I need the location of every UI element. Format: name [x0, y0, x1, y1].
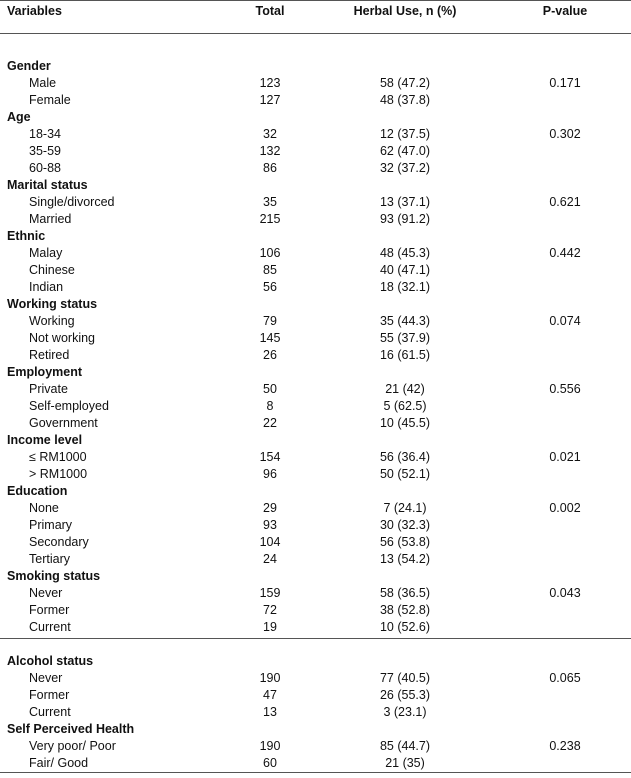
total-cell: 32 [263, 127, 277, 141]
table-row [0, 619, 631, 636]
herbal-use-cell: 56 (53.8) [379, 535, 431, 549]
table-row [0, 279, 631, 296]
herbal-use-cell: 55 (37.9) [379, 331, 431, 345]
table-row [0, 245, 631, 262]
table-row [0, 75, 631, 92]
group-row [0, 568, 631, 585]
row-label: 18-34 [29, 127, 61, 141]
p-value-cell: 0.021 [549, 450, 581, 464]
table-row [0, 670, 631, 687]
total-cell: 19 [263, 620, 277, 634]
group-label: Ethnic [7, 229, 46, 243]
total-cell: 56 [263, 280, 277, 294]
p-value-cell: 0.238 [549, 739, 581, 753]
herbal-use-cell: 10 (45.5) [379, 416, 431, 430]
table-row [0, 398, 631, 415]
row-label: Self-employed [29, 399, 109, 413]
group-label: Alcohol status [7, 654, 94, 668]
herbal-use-cell: 56 (36.4) [379, 450, 431, 464]
table-row [0, 211, 631, 228]
table-row [0, 738, 631, 755]
group-row [0, 58, 631, 75]
herbal-use-cell: 32 (37.2) [379, 161, 431, 175]
group-row [0, 721, 631, 738]
total-cell: 85 [263, 263, 277, 277]
group-row [0, 177, 631, 194]
herbal-use-cell: 93 (91.2) [379, 212, 431, 226]
row-label: Not working [29, 331, 95, 345]
p-value-cell: 0.442 [549, 246, 581, 260]
row-label: Chinese [29, 263, 75, 277]
group-label: Marital status [7, 178, 88, 192]
table-row [0, 755, 631, 772]
total-cell: 190 [259, 671, 281, 685]
herbal-use-cell: 48 (45.3) [379, 246, 431, 260]
header-total: Total [255, 4, 285, 18]
group-label: Gender [7, 59, 51, 73]
table-row [0, 92, 631, 109]
herbal-use-cell: 77 (40.5) [379, 671, 431, 685]
total-cell: 24 [263, 552, 277, 566]
table-row [0, 687, 631, 704]
herbal-use-cell: 18 (32.1) [379, 280, 431, 294]
herbal-use-cell: 16 (61.5) [379, 348, 431, 362]
group-label: Self Perceived Health [7, 722, 135, 736]
table-row [0, 330, 631, 347]
total-cell: 60 [263, 756, 277, 770]
row-label: None [29, 501, 59, 515]
total-cell: 47 [263, 688, 277, 702]
row-label: Current [29, 705, 71, 719]
p-value-cell: 0.074 [549, 314, 581, 328]
row-label: Tertiary [29, 552, 70, 566]
total-cell: 35 [263, 195, 277, 209]
table-row [0, 415, 631, 432]
row-label: Retired [29, 348, 70, 362]
table-row [0, 466, 631, 483]
herbal-use-cell: 5 (62.5) [383, 399, 427, 413]
group-label: Working status [7, 297, 98, 311]
herbal-use-cell: 7 (24.1) [383, 501, 427, 515]
total-cell: 50 [263, 382, 277, 396]
table-row [0, 585, 631, 602]
herbal-use-cell: 62 (47.0) [379, 144, 431, 158]
total-cell: 106 [259, 246, 281, 260]
herbal-use-cell: 50 (52.1) [379, 467, 431, 481]
total-cell: 145 [259, 331, 281, 345]
herbal-use-cell: 58 (36.5) [379, 586, 431, 600]
total-cell: 104 [259, 535, 281, 549]
table-row [0, 160, 631, 177]
total-cell: 8 [266, 399, 274, 413]
p-value-cell: 0.043 [549, 586, 581, 600]
total-cell: 72 [263, 603, 277, 617]
row-label: Indian [29, 280, 64, 294]
p-value-cell: 0.171 [549, 76, 581, 90]
total-cell: 154 [259, 450, 281, 464]
table-row [0, 143, 631, 160]
row-label: Primary [29, 518, 73, 532]
total-cell: 123 [259, 76, 281, 90]
row-label: Male [29, 76, 57, 90]
group-label: Smoking status [7, 569, 101, 583]
herbal-use-cell: 58 (47.2) [379, 76, 431, 90]
total-cell: 159 [259, 586, 281, 600]
header-bottom-rule [0, 33, 631, 34]
row-label: Private [29, 382, 68, 396]
table-row [0, 534, 631, 551]
row-label: Current [29, 620, 71, 634]
table-top-rule [0, 0, 631, 1]
row-label: ≤ RM1000 [29, 450, 87, 464]
table-row [0, 449, 631, 466]
group-row [0, 432, 631, 449]
table-row [0, 194, 631, 211]
total-cell: 96 [263, 467, 277, 481]
herbal-use-cell: 48 (37.8) [379, 93, 431, 107]
p-value-cell: 0.556 [549, 382, 581, 396]
table-row [0, 602, 631, 619]
group-label: Income level [7, 433, 83, 447]
table-row [0, 500, 631, 517]
row-label: Female [29, 93, 71, 107]
group-row [0, 483, 631, 500]
herbal-use-cell: 21 (42) [385, 382, 425, 396]
row-label: Never [29, 586, 63, 600]
table-row [0, 551, 631, 568]
group-label: Education [7, 484, 68, 498]
row-label: > RM1000 [29, 467, 88, 481]
herbal-use-cell: 38 (52.8) [379, 603, 431, 617]
table-row [0, 262, 631, 279]
table-row [0, 517, 631, 534]
row-label: Single/divorced [29, 195, 115, 209]
herbal-use-cell: 3 (23.1) [383, 705, 427, 719]
total-cell: 93 [263, 518, 277, 532]
row-label: Fair/ Good [29, 756, 89, 770]
table-bottom-rule [0, 772, 631, 773]
total-cell: 13 [263, 705, 277, 719]
total-cell: 29 [263, 501, 277, 515]
group-row [0, 109, 631, 126]
herbal-use-cell: 13 (37.1) [379, 195, 431, 209]
row-label: Former [29, 688, 70, 702]
p-value-cell: 0.302 [549, 127, 581, 141]
herbal-use-cell: 26 (55.3) [379, 688, 431, 702]
herbal-use-cell: 85 (44.7) [379, 739, 431, 753]
herbal-use-cell: 30 (32.3) [379, 518, 431, 532]
total-cell: 79 [263, 314, 277, 328]
total-cell: 127 [259, 93, 281, 107]
total-cell: 190 [259, 739, 281, 753]
header-p-value: P-value [542, 4, 588, 18]
table-row [0, 381, 631, 398]
total-cell: 86 [263, 161, 277, 175]
p-value-cell: 0.002 [549, 501, 581, 515]
table-row [0, 347, 631, 364]
row-label: 60-88 [29, 161, 61, 175]
row-label: Married [29, 212, 72, 226]
section-divider-rule [0, 638, 631, 639]
herbal-use-cell: 10 (52.6) [379, 620, 431, 634]
group-row [0, 653, 631, 670]
group-row [0, 228, 631, 245]
group-label: Age [7, 110, 31, 124]
herbal-use-cell: 13 (54.2) [379, 552, 431, 566]
row-label: Malay [29, 246, 63, 260]
total-cell: 22 [263, 416, 277, 430]
row-label: Never [29, 671, 63, 685]
row-label: Former [29, 603, 70, 617]
herbal-use-cell: 40 (47.1) [379, 263, 431, 277]
total-cell: 132 [259, 144, 281, 158]
header-variables: Variables [7, 4, 62, 18]
p-value-cell: 0.621 [549, 195, 581, 209]
group-label: Employment [7, 365, 83, 379]
row-label: Secondary [29, 535, 89, 549]
header-herbal-use: Herbal Use, n (%) [353, 4, 457, 18]
group-row [0, 296, 631, 313]
total-cell: 215 [259, 212, 281, 226]
row-label: Very poor/ Poor [29, 739, 116, 753]
herbal-use-cell: 12 (37.5) [379, 127, 431, 141]
row-label: 35-59 [29, 144, 61, 158]
row-label: Working [29, 314, 75, 328]
table-row [0, 704, 631, 721]
herbal-use-cell: 35 (44.3) [379, 314, 431, 328]
table-row [0, 313, 631, 330]
total-cell: 26 [263, 348, 277, 362]
group-row [0, 364, 631, 381]
p-value-cell: 0.065 [549, 671, 581, 685]
table-row [0, 126, 631, 143]
row-label: Government [29, 416, 98, 430]
herbal-use-cell: 21 (35) [385, 756, 425, 770]
